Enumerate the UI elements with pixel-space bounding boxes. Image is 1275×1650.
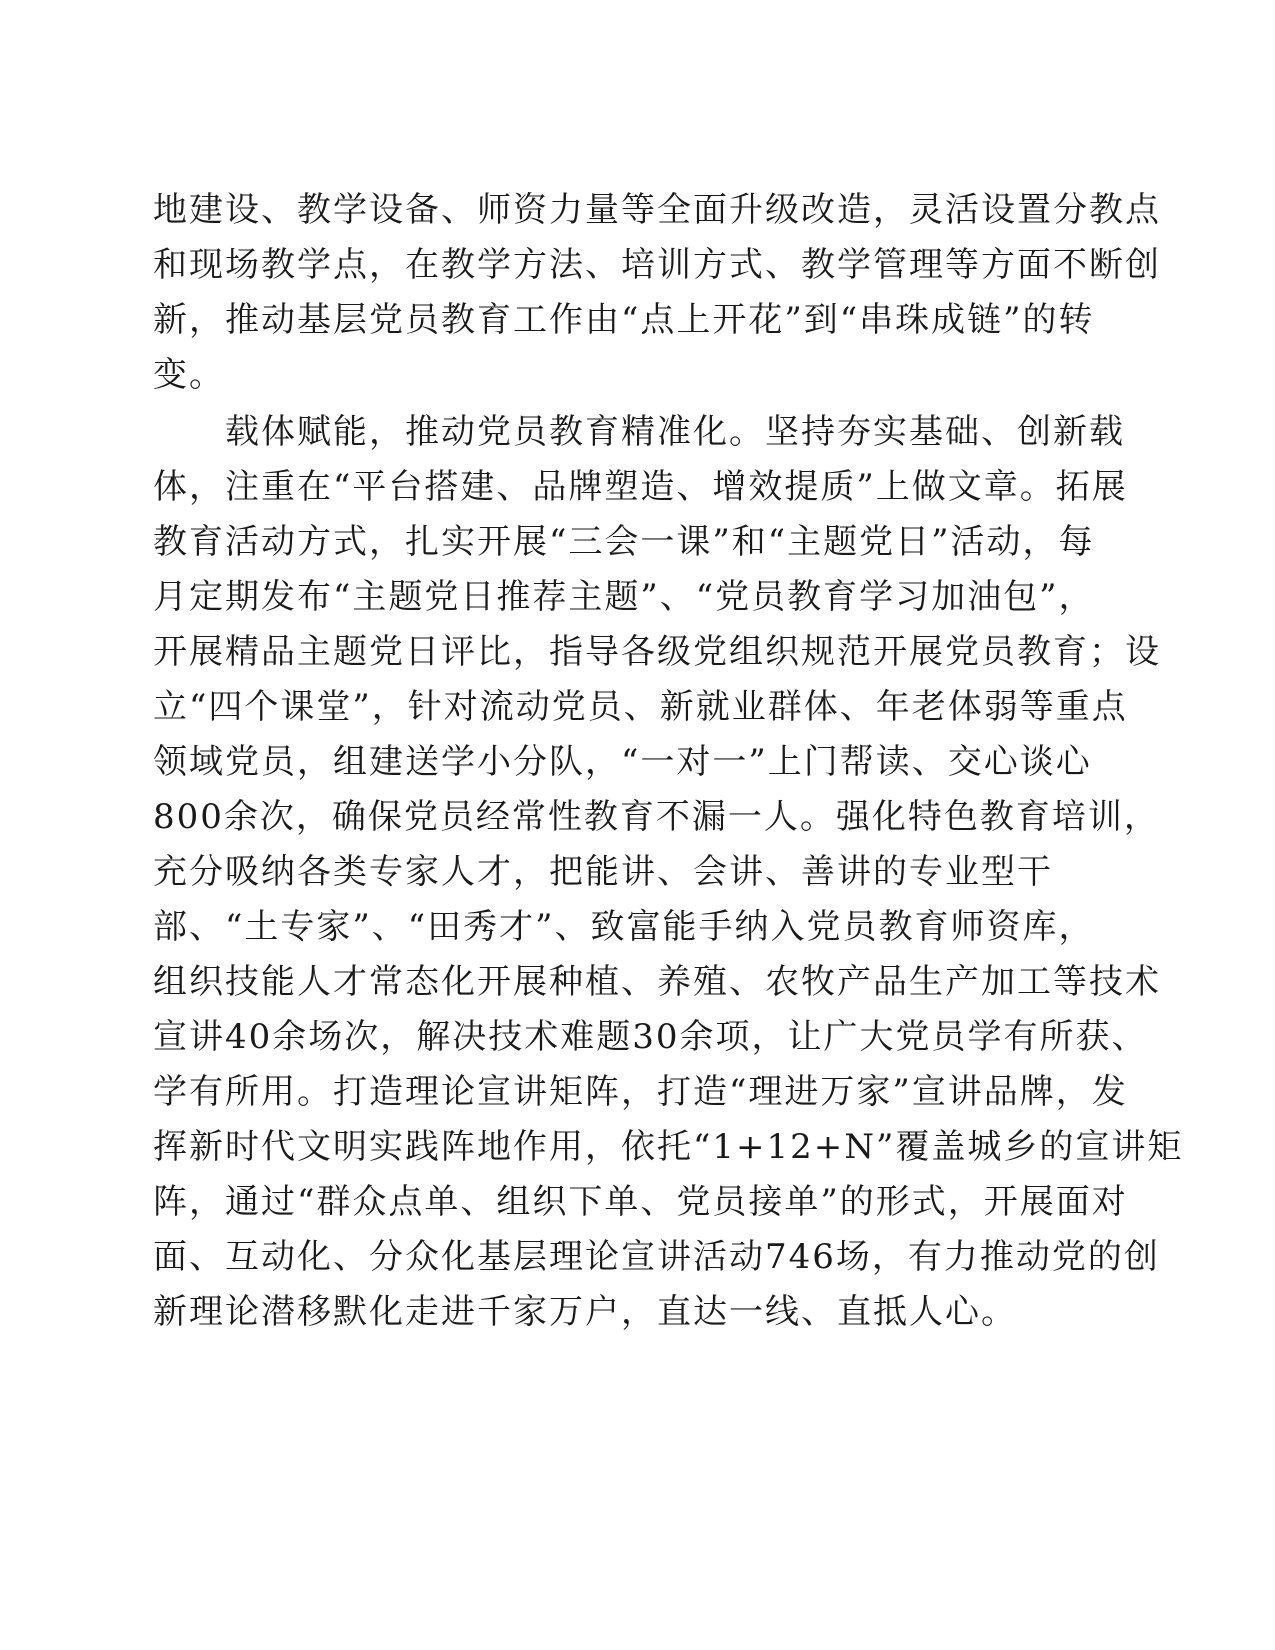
paragraph-line: 和现场教学点，在教学方法、培训方式、教学管理等方面不断创 — [153, 245, 1161, 285]
paragraph-line: 800余次，确保党员经常性教育不漏一人。强化特色教育培训， — [153, 797, 1160, 837]
paragraph-line: 挥新时代文明实践阵地作用，依托“1+12+N”覆盖城乡的宣讲矩 — [153, 1127, 1184, 1167]
paragraph-line: 体，注重在“平台搭建、品牌塑造、增效提质”上做文章。拓展 — [153, 467, 1128, 507]
paragraph-line: 新，推动基层党员教育工作由“点上开花”到“串珠成链”的转 — [153, 300, 1095, 340]
paragraph-2 — [153, 405, 1184, 1340]
paragraph-line: 开展精品主题党日评比，指导各级党组织规范开展党员教育；设 — [153, 632, 1161, 672]
paragraph-line: 新理论潜移默化走进千家万户，直达一线、直抵人心。 — [153, 1292, 1017, 1332]
paragraph-line: 领域党员，组建送学小分队，“一对一”上门帮读、交心谈心 — [153, 742, 1092, 782]
paragraph-line: 面、互动化、分众化基层理论宣讲活动746场，有力推动党的创 — [153, 1237, 1160, 1277]
paragraph-line: 宣讲40余场次，解决技术难题30余项，让广大党员学有所获、 — [153, 1017, 1148, 1057]
paragraph-line: 部、“土专家”、“田秀才”、致富能手纳入党员教育师资库， — [153, 907, 1095, 947]
paragraph-line: 变。 — [153, 355, 225, 395]
paragraph-line: 阵，通过“群众点单、组织下单、党员接单”的形式，开展面对 — [153, 1182, 1128, 1222]
paragraph-line: 立“四个课堂”，针对流动党员、新就业群体、年老体弱等重点 — [153, 687, 1128, 727]
paragraph-line: 月定期发布“主题党日推荐主题”、“党员教育学习加油包”， — [153, 577, 1095, 617]
paragraph-line: 教育活动方式，扎实开展“三会一课”和“主题党日”活动，每 — [153, 522, 1095, 562]
paragraph-line: 载体赋能，推动党员教育精准化。坚持夯实基础、创新载 — [225, 412, 1125, 452]
paragraph-line: 学有所用。打造理论宣讲矩阵，打造“理进万家”宣讲品牌，发 — [153, 1072, 1128, 1112]
paragraph-line: 地建设、教学设备、师资力量等全面升级改造，灵活设置分教点 — [153, 190, 1161, 230]
paragraph-line: 充分吸纳各类专家人才，把能讲、会讲、善讲的专业型干 — [153, 852, 1053, 892]
paragraph-line: 组织技能人才常态化开展种植、养殖、农牧产品生产加工等技术 — [153, 962, 1161, 1002]
paragraph-1 — [153, 183, 1161, 403]
